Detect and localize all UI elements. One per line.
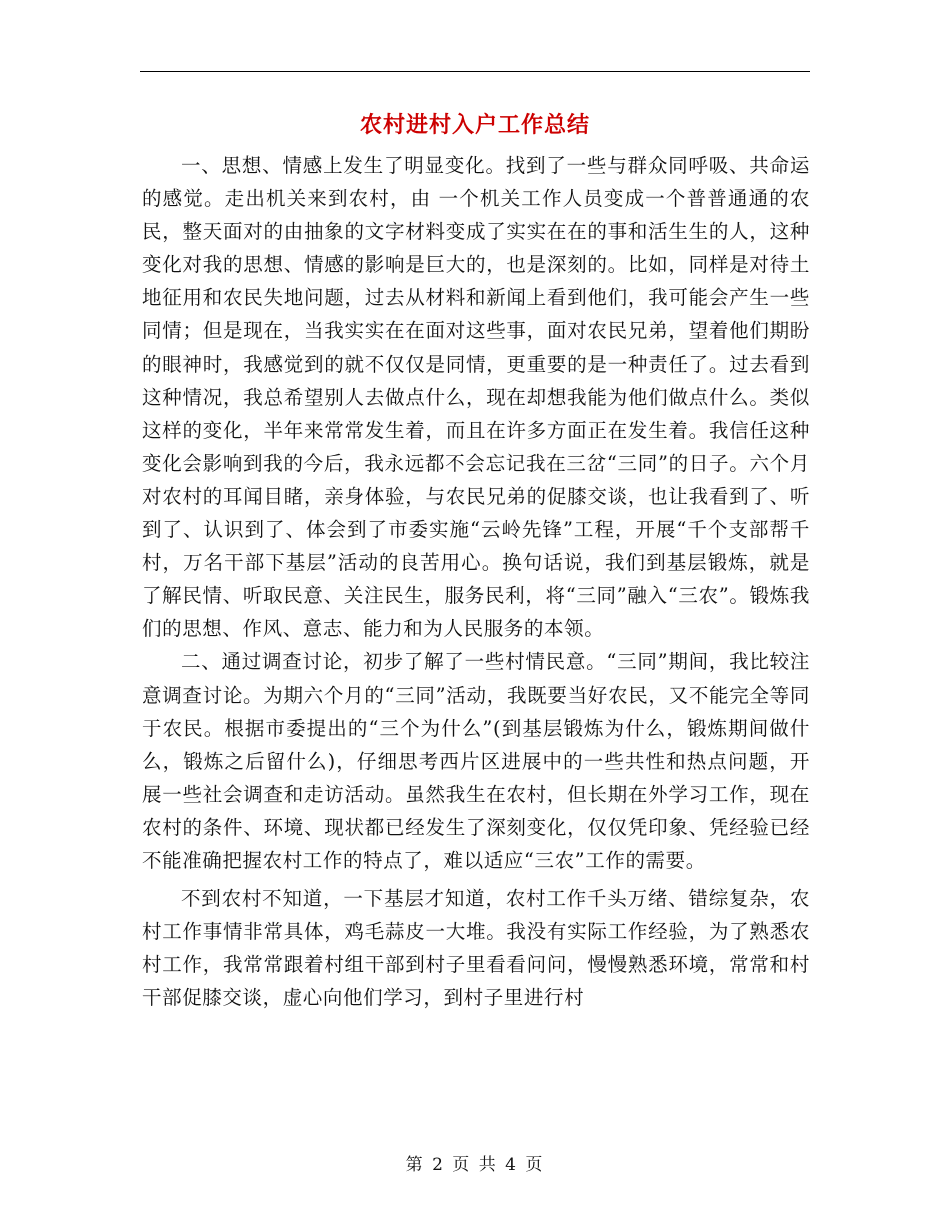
paragraph-3: 不到农村不知道，一下基层才知道，农村工作千头万绪、错综复杂，农村工作事情非常具体，鸡毛蒜皮一大堆。我没有实际工作经验，为了熟悉农村工作，我常常跟着村组干部到村子里看看问问，慢慢熟悉环境，常常和村干部促膝交谈，虚心向他们学习，到村子里进行村 [142,887,810,1010]
document-title: 农村进村入户工作总结 [359,112,590,138]
header-rule [140,71,810,72]
document-body [142,149,810,1014]
page-footer [0,1153,950,1177]
paragraph-2: 二、通过调查讨论，初步了解了一些村情民意。“三同”期间，我比较注意调查讨论。为期六个月的“三同”活动，我既要当好农民，又不能完全等同于农民。根据市委提出的“三个为什么”(到基层锻炼为什么，锻炼期间做什么，锻炼之后留什么)，仔细思考西片区进展中的一些共性和热点问题，开展一些社会调查和走访活动。虽然我生在农村，但长期在外学习工作，现在农村的条件、环境、现状都已经发生了深刻变化，仅仅凭印象、凭经验已经不能准确把握农村工作的特点了，难以适应“三农”工作的需要。 [142,650,810,872]
page-number-label: 第 2 页 共 4 页 [405,1155,545,1175]
paragraph-1: 一、思想、情感上发生了明显变化。找到了一些与群众同呼吸、共命运的感觉。走出机关来到农村，由 一个机关工作人员变成一个普普通通的农民，整天面对的由抽象的文字材料变成了实实在在的事和活生生的人，这种变化对我的思想、情感的影响是巨大的，也是深刻的。比如，同样是对待土地征用和农民失地问题，过去从材料和新闻上看到他们，我可能会产生一些同情；但是现在，当我实实在在面对这些事，面对农民兄弟，望着他们期盼的眼神时，我感觉到的就不仅仅是同情，更重要的是一种责任了。过去看到这种情况，我总希望别人去做点什么，现在却想我能为他们做点什么。类似这样的变化，半年来常常发生着，而且在许多方面正在发生着。我信任这种变化会影响到我的今后，我永远都不会忘记我在三岔“三同”的日子。六个月对农村的耳闻目睹，亲身体验，与农民兄弟的促膝交谈，也让我看到了、听到了、认识到了、体会到了市委实施“云岭先锋”工程，开展“千个支部帮千村，万名干部下基层”活动的良苦用心。换句话说，我们到基层锻炼，就是了解民情、听取民意、关注民生，服务民利，将“三同”融入“三农”。锻炼我们的思想、作风、意志、能力和为人民服务的本领。 [142,154,810,641]
